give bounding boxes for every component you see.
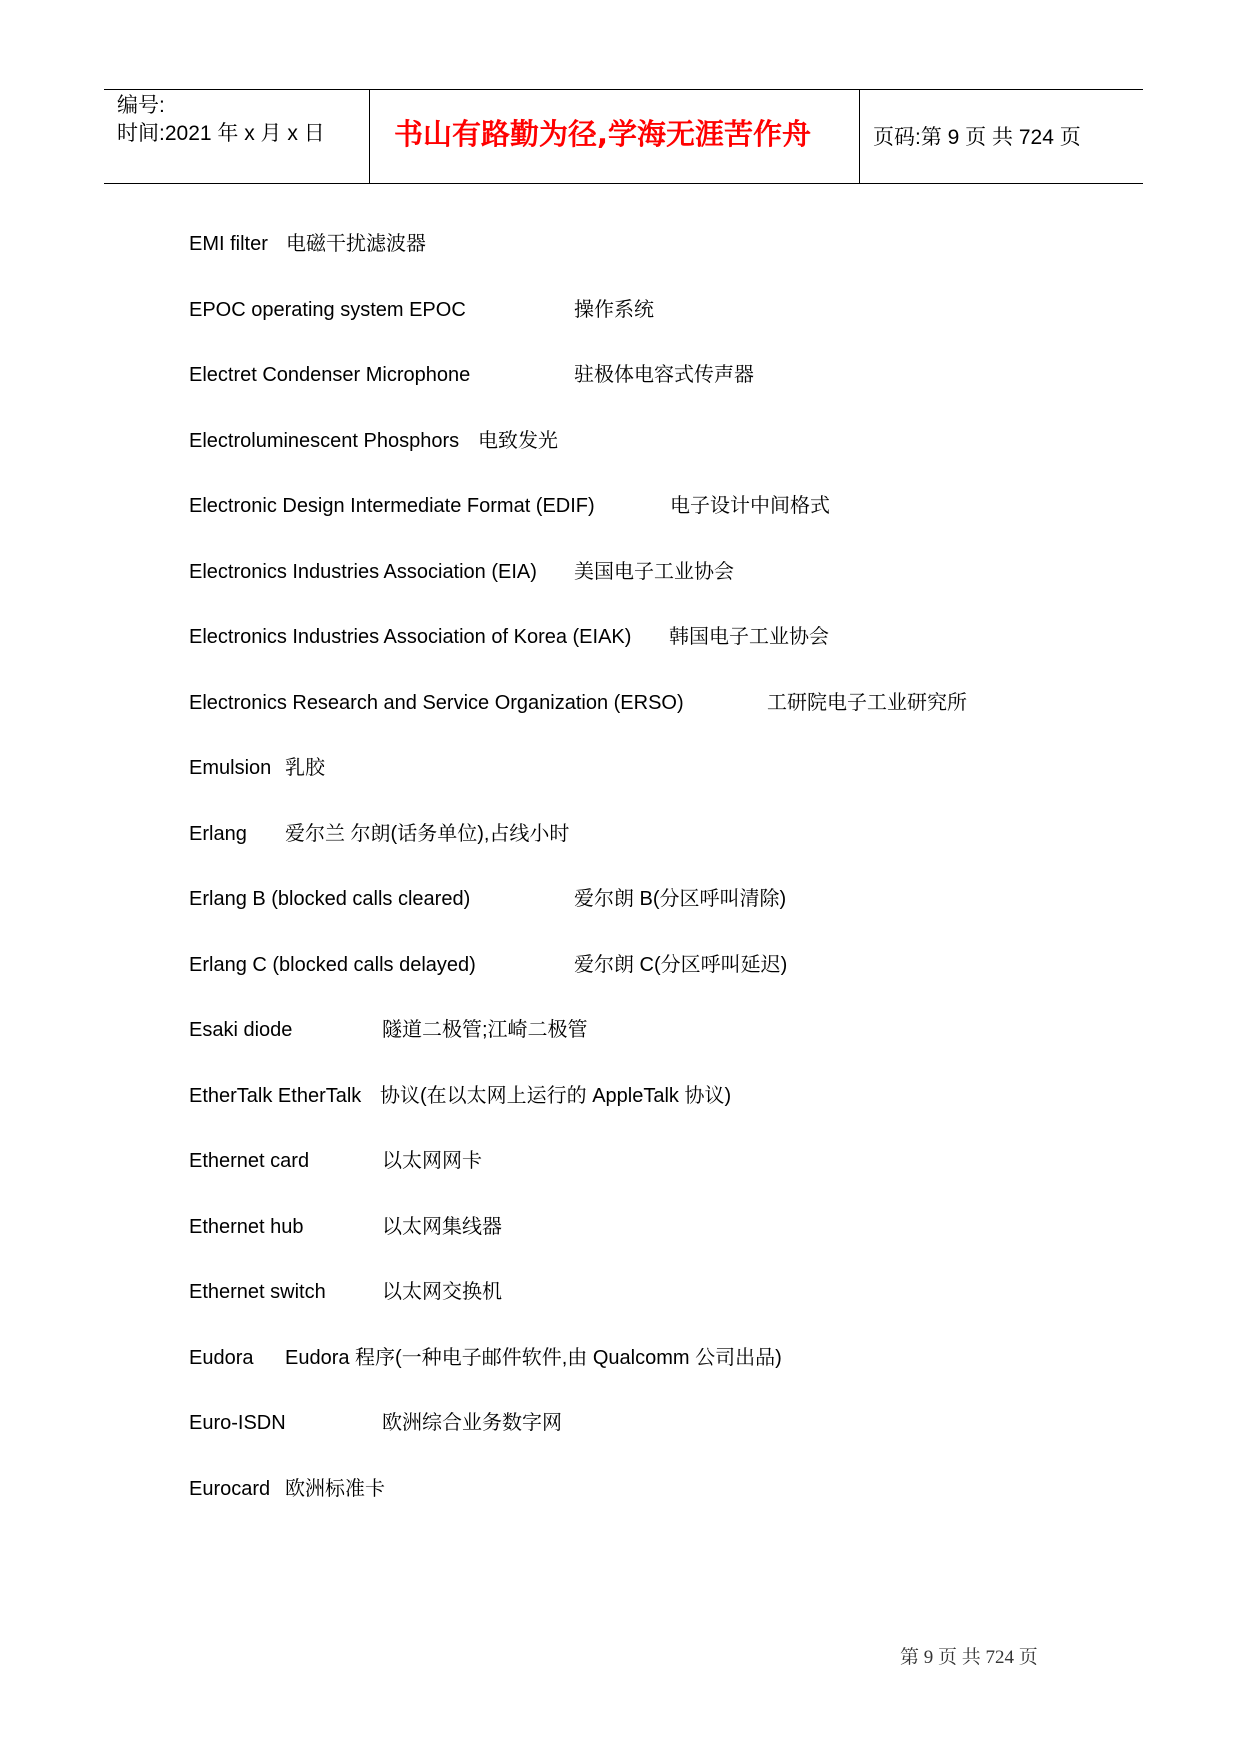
entry-term: Eurocard — [189, 1478, 271, 1500]
header-top-rule — [104, 89, 1143, 90]
header-divider-right — [859, 89, 860, 184]
entry-translation: 爱尔朗 C(分区呼叫延迟) — [574, 954, 788, 976]
entry-term: Emulsion — [189, 757, 272, 779]
entry-term: Erlang B (blocked calls cleared) — [189, 888, 471, 910]
entry-translation: 驻极体电容式传声器 — [574, 364, 754, 386]
entry-translation: 协议(在以太网上运行的 AppleTalk 协议) — [380, 1085, 732, 1107]
entry-term: Electroluminescent Phosphors — [189, 430, 460, 452]
footer-page-number: 第 9 页 共 724 页 — [900, 1647, 1038, 1668]
entry-translation: 欧洲综合业务数字网 — [382, 1412, 562, 1434]
entry-term: Electret Condenser Microphone — [189, 364, 471, 386]
entry-term: Electronic Design Intermediate Format (EDIF) — [189, 495, 595, 517]
entry-translation: 韩国电子工业协会 — [669, 626, 829, 648]
entry-term: Esaki diode — [189, 1019, 293, 1041]
entry-translation: 以太网交换机 — [382, 1281, 502, 1303]
entry-translation: 以太网网卡 — [382, 1150, 482, 1172]
header-bottom-rule — [104, 183, 1143, 184]
entry-term: Ethernet switch — [189, 1281, 326, 1303]
entry-translation: 爱尔朗 B(分区呼叫清除) — [574, 888, 787, 910]
entry-term: EMI filter — [189, 233, 268, 255]
entry-term: Ethernet hub — [189, 1216, 304, 1238]
entry-translation: 以太网集线器 — [382, 1216, 502, 1238]
entry-translation: 电致发光 — [478, 430, 558, 452]
entry-translation: 工研院电子工业研究所 — [767, 692, 967, 714]
entry-translation: 欧洲标准卡 — [285, 1478, 385, 1500]
entry-translation: 爱尔兰 尔朗(话务单位),占线小时 — [285, 823, 570, 845]
entry-term: Ethernet card — [189, 1150, 310, 1172]
entry-translation: 电子设计中间格式 — [670, 495, 830, 517]
entry-translation: 操作系统 — [574, 299, 654, 321]
entry-term: Electronics Industries Association (EIA) — [189, 561, 537, 583]
entry-translation: 电磁干扰滤波器 — [286, 233, 426, 255]
entry-translation: 隧道二极管;江崎二极管 — [382, 1019, 588, 1041]
header-divider-left — [369, 89, 370, 184]
entry-term: EtherTalk EtherTalk — [189, 1085, 362, 1107]
entry-term: Electronics Research and Service Organization (ERSO) — [189, 692, 684, 714]
entry-term: EPOC operating system EPOC — [189, 299, 466, 321]
entry-translation: 乳胶 — [285, 757, 325, 779]
header-date-label: 时间:2021 年 x 月 x 日 — [117, 122, 325, 145]
header-number-label: 编号: — [117, 94, 165, 117]
entry-term: Eudora — [189, 1347, 254, 1369]
header-motto: 书山有路勤为径,学海无涯苦作舟 — [394, 117, 812, 151]
entry-term: Euro-ISDN — [189, 1412, 286, 1434]
entry-translation: Eudora 程序(一种电子邮件软件,由 Qualcomm 公司出品) — [285, 1347, 782, 1369]
entry-term: Erlang — [189, 823, 247, 845]
entry-translation: 美国电子工业协会 — [574, 561, 734, 583]
entry-term: Electronics Industries Association of Korea (EIAK) — [189, 626, 632, 648]
header-page-label: 页码:第 9 页 共 724 页 — [873, 126, 1081, 149]
entry-term: Erlang C (blocked calls delayed) — [189, 954, 476, 976]
